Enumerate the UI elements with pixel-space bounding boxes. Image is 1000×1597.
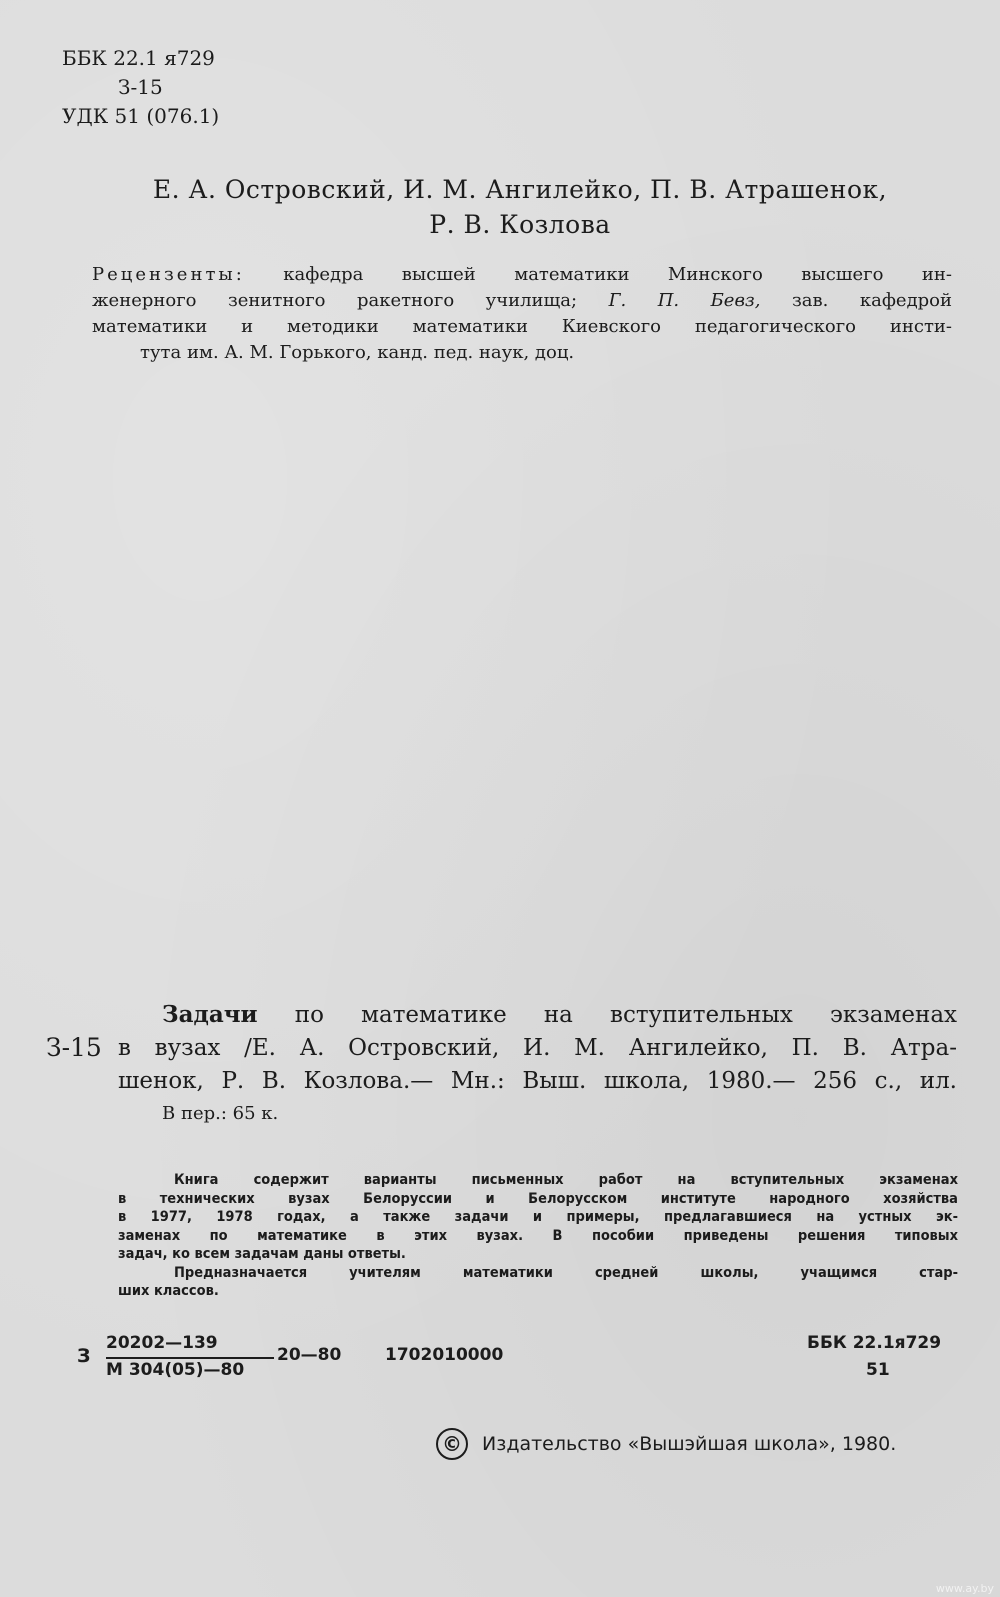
biblio-udc: 51 [866,1360,890,1380]
annotation-p2-line-2: ших классов. [118,1283,219,1299]
reviewers-line-1-text: кафедра высшей математики Минского высшего ин- [283,264,952,285]
biblio-fraction-bar [106,1357,274,1359]
record-line-1-rest: по математике на вступительных экзаменах [294,1002,957,1028]
record-price: В пер.: 65 к. [162,1103,279,1124]
annotation-p1-line-3: в 1977, 1978 годах, а также задачи и примеры, предлагавшиеся на устных эк- [118,1209,958,1225]
biblio-code: 1702010000 [385,1345,504,1365]
annotation-p2-line-1: Предназначается учителям математики средней школы, учащимся стар- [174,1264,958,1281]
biblio-numerator: 20202—139 [106,1333,218,1353]
reviewers-block [92,262,952,366]
reviewers-label: Рецензенты: [92,264,245,285]
annotation-p1-line-1: Книга содержит варианты письменных работ на вступительных экзаменах [174,1172,958,1188]
biblio-letter: З [77,1345,91,1367]
authors-line-2: Р. В. Козлова [429,210,611,239]
record-title-word: Задачи [162,1001,258,1028]
record-code: З-15 [46,1033,102,1062]
author-index: З-15 [118,75,163,99]
annotation-p1-line-2: в технических вузах Белоруссии и Белорусском институте народного хозяйства [118,1190,958,1207]
reviewers-line-4: тута им. А. М. Горького, канд. пед. наук, доц. [140,342,575,363]
reviewer-person: Г. П. Бевз, [608,290,761,311]
annotation-p1-line-4: заменах по математике в этих вузах. В пособии приведены решения типовых [118,1227,958,1244]
copyright-line [436,1428,896,1460]
reviewers-line-2 [92,288,952,314]
authors [100,172,940,242]
biblio-tail: 20—80 [277,1345,342,1365]
classification-codes [62,44,219,131]
biblio-denominator: М 304(05)—80 [106,1360,245,1380]
copyright-icon [436,1428,468,1460]
biblio-bbk: ББК 22.1я729 [807,1333,942,1353]
reviewers-line-2-b: зав. кафедрой [791,290,953,311]
bbk-code: ББК 22.1 я729 [62,46,215,70]
reviewers-line-1 [92,262,952,288]
record-line-2: в вузах /Е. А. Островский, И. М. Ангилейко, П. В. Атра- [118,1035,957,1061]
reviewers-line-3: математики и методики математики Киевского педагогического инсти- [92,316,952,337]
annotation [118,1171,958,1301]
udk-code: УДК 51 (076.1) [62,104,220,128]
record-line-1 [162,1000,957,1030]
watermark: www.ay.by [935,1582,994,1595]
record-line-3: шенок, Р. В. Козлова.— Мн.: Выш. школа, 1980.— 256 с., ил. [118,1068,957,1094]
annotation-p1-line-5: задач, ко всем задачам даны ответы. [118,1246,406,1262]
copyright-text: Издательство «Вышэйшая школа», 1980. [482,1433,897,1455]
copyright-symbol: © [442,1432,462,1456]
reviewers-line-2-a: женерного зенитного ракетного училища; [92,290,578,311]
authors-line-1: Е. А. Островский, И. М. Ангилейко, П. В. Атрашенок, [152,175,888,204]
